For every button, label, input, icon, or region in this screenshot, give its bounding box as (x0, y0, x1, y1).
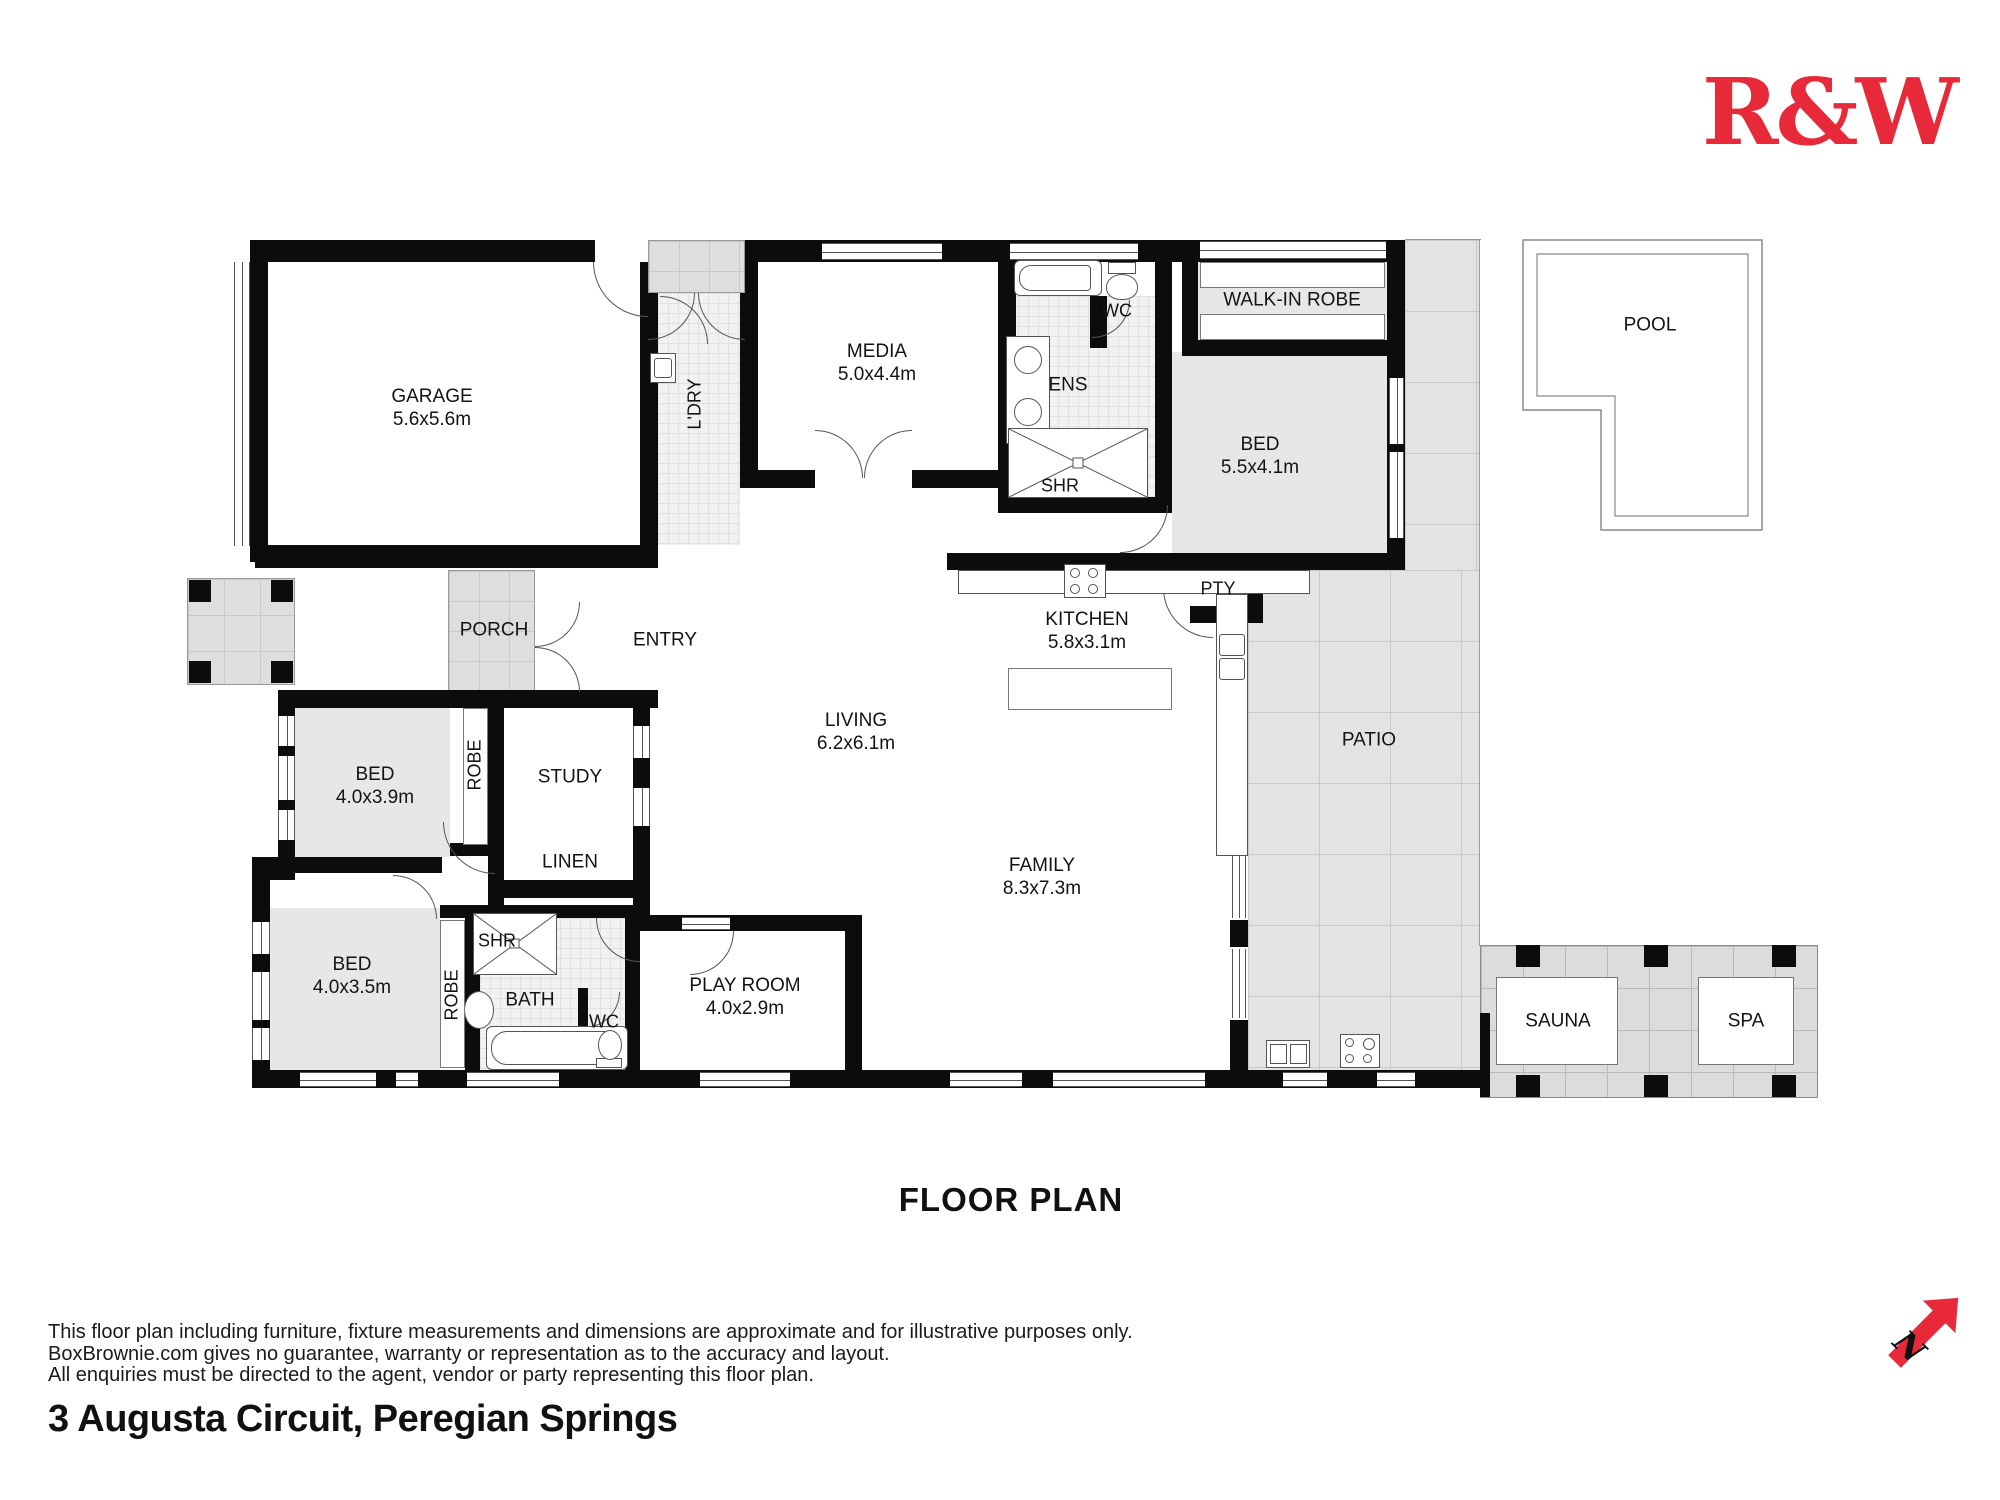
patio-tiles-lower (1248, 570, 1480, 1088)
laundry-sink-bowl (654, 358, 672, 378)
window (278, 716, 295, 746)
door-arc (1120, 505, 1168, 553)
disclaimer-line: BoxBrownie.com gives no guarantee, warranty or representation as to the accuracy and layout. (48, 1342, 890, 1365)
bbq-burner (1363, 1054, 1372, 1063)
room-label-bed2: BED 4.0x3.9m (335, 764, 415, 808)
kitchen-sink (1219, 658, 1245, 680)
room-dims: 4.0x3.5m (312, 977, 392, 998)
disclaimer-line: This floor plan including furniture, fixture measurements and dimensions are approximate and for illustrative purposes only. (48, 1321, 1133, 1343)
room-label-bath: BATH (505, 989, 555, 1011)
room-label-master-bed: BED 5.5x4.1m (1220, 434, 1300, 478)
door-arc (815, 430, 863, 478)
wall (255, 545, 658, 568)
room-label-living: LIVING 6.2x6.1m (816, 710, 896, 754)
window (252, 972, 270, 1020)
window (633, 788, 650, 826)
entry-alcove-tiles (648, 240, 745, 293)
pergola-post (271, 661, 293, 683)
room-label-shower-ensuite: SHR (1040, 475, 1080, 496)
walk-in-robe-shelf (1200, 314, 1385, 340)
walk-in-robe-shelf (1200, 262, 1385, 288)
window (1200, 241, 1386, 259)
bbq-burner (1345, 1054, 1354, 1063)
window (252, 1028, 270, 1060)
room-label-sauna: SAUNA (1525, 1010, 1591, 1032)
wall (740, 470, 815, 488)
room-dims: 5.5x4.1m (1220, 457, 1300, 478)
wall (252, 857, 442, 873)
stove-burner (1070, 568, 1080, 578)
room-label-patio: PATIO (1341, 729, 1397, 751)
room-dims: 4.0x3.9m (335, 787, 415, 808)
window (278, 756, 295, 800)
deck-post (1772, 1075, 1796, 1097)
bathtub-inner (1019, 265, 1091, 291)
window (1389, 452, 1404, 538)
bathtub-inner (491, 1031, 609, 1065)
pergola-post (271, 580, 293, 602)
stove-burner (1088, 584, 1098, 594)
window (1389, 378, 1404, 444)
bbq-burner (1363, 1038, 1375, 1050)
outdoor-sink-bowl (1290, 1044, 1307, 1064)
room-dims: 5.6x5.6m (392, 409, 472, 430)
room-label-media: MEDIA 5.0x4.4m (837, 341, 917, 385)
kitchen-counter (958, 570, 1310, 594)
stove-burner (1088, 568, 1098, 578)
wall (845, 915, 862, 1088)
room-dims: 6.2x6.1m (816, 733, 896, 754)
wall (278, 690, 658, 708)
door-arc (690, 931, 734, 975)
room-label-playroom: PLAY ROOM 4.0x2.9m (689, 975, 801, 1019)
window (278, 810, 295, 840)
deck-post (1772, 945, 1796, 967)
room-dims: 5.8x3.1m (1047, 632, 1127, 653)
room-label-pantry: PTY (1200, 578, 1236, 599)
window (822, 243, 942, 260)
wall (1480, 1013, 1490, 1097)
wall (488, 880, 650, 898)
room-label-garage: GARAGE 5.6x5.6m (391, 386, 473, 430)
patio-edge-line-top (1405, 239, 1481, 240)
room-label-bed3: BED 4.0x3.5m (312, 954, 392, 998)
room-dims: 5.0x4.4m (837, 364, 917, 385)
patio-tiles-upper (1405, 240, 1480, 570)
disclaimer-line: All enquiries must be directed to the agent, vendor or party representing this floor plan. (48, 1364, 814, 1386)
deck-post (1644, 945, 1668, 967)
wall (1182, 340, 1405, 356)
room-label-entry: ENTRY (632, 629, 698, 651)
window (950, 1072, 1022, 1087)
room-dims: 8.3x7.3m (1002, 878, 1082, 899)
room-label-linen: LINEN (542, 851, 598, 873)
window (252, 922, 270, 954)
bbq-burner (1345, 1038, 1354, 1047)
window (1010, 243, 1138, 260)
room-label-study: STUDY (537, 766, 603, 788)
room-label-robe3: ROBE (441, 969, 462, 1021)
door-arc (535, 602, 580, 647)
rw-logo: R&W (1702, 58, 1956, 166)
window (1283, 1072, 1327, 1087)
room-label-shower-bath: SHR (477, 930, 517, 951)
toilet-bowl (1106, 274, 1138, 300)
door-arc (393, 875, 437, 919)
pergola-post (189, 661, 211, 683)
room-label-family: FAMILY 8.3x7.3m (1002, 855, 1082, 899)
room-label-spa: SPA (1727, 1010, 1765, 1032)
bathroom-basin (464, 991, 494, 1029)
wall (947, 553, 1405, 570)
window (633, 726, 650, 758)
room-label-wc-ensuite: WC (1102, 300, 1132, 321)
window (396, 1072, 418, 1087)
wall (1230, 1020, 1248, 1070)
door-arc (535, 647, 580, 692)
deck-post (1644, 1075, 1668, 1097)
vanity-basin (1014, 346, 1042, 374)
stove-burner (1070, 584, 1080, 594)
outdoor-sink-bowl (1270, 1044, 1287, 1064)
kitchen-sink (1219, 634, 1245, 656)
window (700, 1072, 790, 1087)
door-opening (595, 240, 648, 262)
window (467, 1072, 559, 1087)
garage-door (234, 262, 250, 546)
vanity-basin (1014, 398, 1042, 426)
door-arc (593, 262, 648, 317)
svg-text:N: N (1885, 1322, 1934, 1371)
property-address: 3 Augusta Circuit, Peregian Springs (48, 1398, 678, 1440)
room-label-laundry: L'DRY (684, 378, 705, 430)
bathtub (1014, 260, 1102, 296)
pool-outline (1510, 228, 1780, 548)
outdoor-sink (1266, 1040, 1310, 1068)
window (300, 1072, 376, 1087)
window (1377, 1072, 1415, 1087)
room-label-walk-in-robe: WALK-IN ROBE (1223, 289, 1361, 311)
page-title: FLOOR PLAN (898, 1181, 1124, 1218)
wall (1230, 920, 1248, 947)
island-bench (1008, 668, 1172, 710)
room-dims: 4.0x2.9m (705, 998, 785, 1019)
door-arc (864, 430, 912, 478)
toilet (1108, 262, 1136, 274)
window (1053, 1072, 1205, 1087)
room-label-porch: PORCH (459, 619, 529, 641)
room-label-ensuite: ENS (1048, 374, 1088, 396)
room-label-wc-bath: WC (589, 1011, 619, 1032)
wall (250, 240, 268, 562)
room-label-kitchen: KITCHEN 5.8x3.1m (1045, 609, 1129, 653)
north-compass-icon (1870, 1272, 1970, 1392)
room-label-robe2: ROBE (464, 739, 485, 791)
disclaimer-text (48, 1322, 1548, 1387)
deck-post (1516, 1075, 1540, 1097)
laundry-sink (650, 353, 676, 383)
wall (625, 915, 862, 931)
room-label-pool: POOL (1623, 314, 1677, 336)
patio-edge-line-right (1479, 240, 1480, 946)
deck-post (1516, 945, 1540, 967)
wall (1155, 262, 1172, 513)
window (682, 917, 730, 930)
toilet-bowl (598, 1030, 622, 1060)
window (1232, 854, 1246, 918)
window (1232, 949, 1246, 1018)
pergola-post (189, 580, 211, 602)
